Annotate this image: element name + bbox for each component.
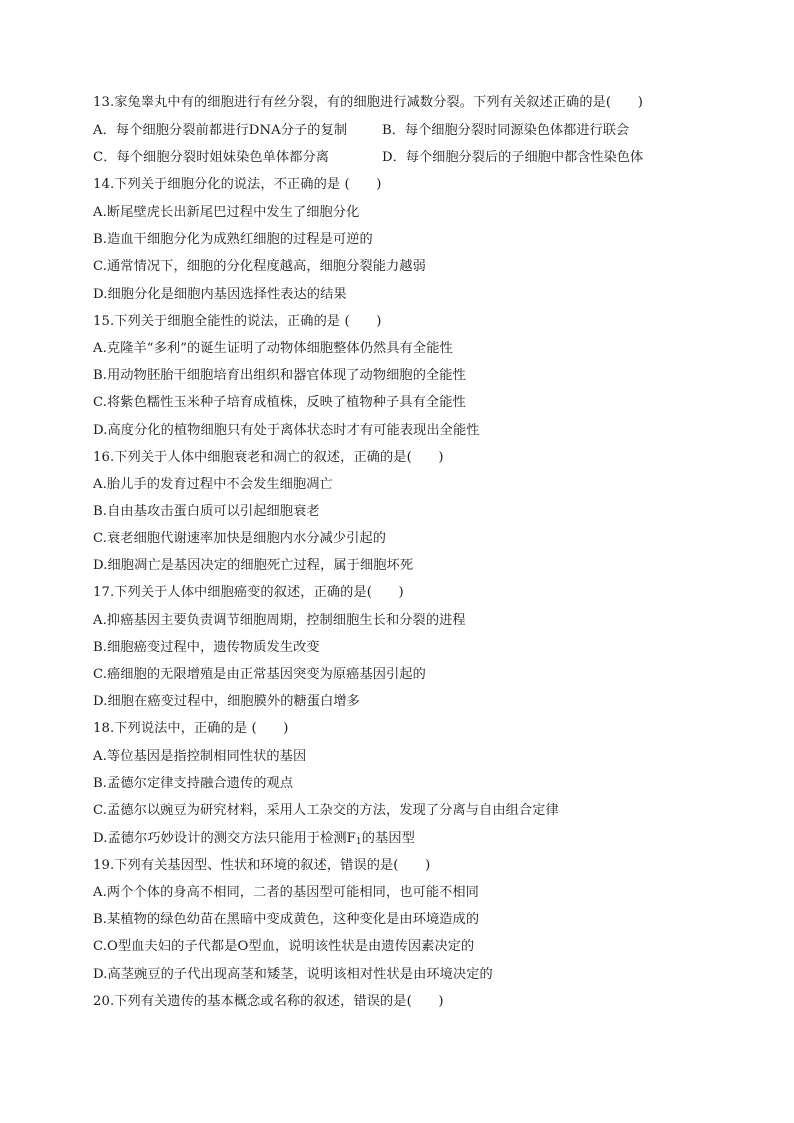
- question-14-option-b: B.造血干细胞分化为成熟红细胞的过程是可逆的: [93, 232, 373, 247]
- question-14-option-a: A.断尾壁虎长出新尾巴过程中发生了细胞分化: [93, 205, 360, 220]
- question-15-option-a: A.克隆羊“多利”的诞生证明了动物体细胞整体仍然具有全能性: [93, 341, 453, 356]
- question-16-option-b: B.自由基攻击蛋白质可以引起细胞衰老: [93, 504, 320, 519]
- question-16-option-d: D.细胞凋亡是基因决定的细胞死亡过程，属于细胞坏死: [93, 558, 414, 573]
- question-19-option-c: C.O型血夫妇的子代都是O型血，说明该性状是由遗传因素决定的: [93, 939, 475, 954]
- question-15-option-b: B.用动物胚胎干细胞培育出组织和器官体现了动物细胞的全能性: [93, 368, 466, 383]
- question-17-option-c: C.癌细胞的无限增殖是由正常基因突变为原癌基因引起的: [93, 667, 426, 682]
- question-16-option-a: A.胎儿手的发育过程中不会发生细胞凋亡: [93, 477, 333, 492]
- question-18-option-a: A.等位基因是指控制相同性状的基因: [93, 749, 307, 764]
- question-13-option-b: B．每个细胞分裂时同源染色体都进行联会: [382, 123, 630, 138]
- question-19-option-a: A.两个个体的身高不相同，二者的基因型可能相同，也可能不相同: [93, 885, 479, 900]
- question-18-option-d-text: D.孟德尔巧妙设计的测交方法只能用于检测F: [93, 831, 356, 846]
- question-20-stem: 20.下列有关遗传的基本概念或名称的叙述，错误的是( ): [93, 994, 444, 1009]
- question-13-option-d: D．每个细胞分裂后的子细胞中都含性染色体: [382, 150, 644, 165]
- question-18-option-d-tail: 的基因型: [361, 831, 415, 846]
- question-19-option-d: D.高茎豌豆的子代出现高茎和矮茎，说明该相对性状是由环境决定的: [93, 967, 493, 982]
- question-19-option-b: B.某植物的绿色幼苗在黑暗中变成黄色，这种变化是由环境造成的: [93, 912, 480, 927]
- question-18-stem: 18.下列说法中，正确的是 ( ): [93, 721, 289, 736]
- question-18-option-b: B.孟德尔定律支持融合遗传的观点: [93, 776, 294, 791]
- question-17-option-a: A.抑癌基因主要负责调节细胞周期，控制细胞生长和分裂的进程: [93, 613, 466, 628]
- question-13-option-c: C．每个细胞分裂时姐妹染色单体都分离: [93, 150, 330, 165]
- question-15-option-c: C.将紫色糯性玉米种子培育成植株，反映了植物种子具有全能性: [93, 395, 466, 410]
- question-15-stem: 15.下列关于细胞全能性的说法，正确的是 ( ): [93, 314, 382, 329]
- question-15-option-d: D.高度分化的植物细胞只有处于离体状态时才有可能表现出全能性: [93, 423, 480, 438]
- question-17-option-d: D.细胞在癌变过程中，细胞膜外的糖蛋白增多: [93, 694, 360, 709]
- question-13-stem: 13.家兔睾丸中有的细胞进行有丝分裂，有的细胞进行减数分裂。下列有关叙述正确的是( ): [93, 95, 643, 110]
- question-18-option-c: C.孟德尔以豌豆为研究材料，采用人工杂交的方法，发现了分离与自由组合定律: [93, 803, 559, 818]
- question-14-stem: 14.下列关于细胞分化的说法，不正确的是 ( ): [93, 177, 382, 192]
- question-19-stem: 19.下列有关基因型、性状和环境的叙述，错误的是( ): [93, 858, 431, 873]
- question-13-option-a: A．每个细胞分裂前都进行DNA分子的复制: [93, 123, 348, 138]
- question-14-option-c: C.通常情况下，细胞的分化程度越高，细胞分裂能力越弱: [93, 259, 426, 274]
- question-17-stem: 17.下列关于人体中细胞癌变的叙述，正确的是( ): [93, 585, 404, 600]
- question-14-option-d: D.细胞分化是细胞内基因选择性表达的结果: [93, 287, 347, 302]
- question-18-option-d-subscript: 1: [355, 837, 362, 847]
- question-16-option-c: C.衰老细胞代谢速率加快是细胞内水分减少引起的: [93, 531, 387, 546]
- question-18-option-d: [93, 830, 415, 848]
- question-16-stem: 16.下列关于人体中细胞衰老和凋亡的叙述，正确的是( ): [93, 450, 444, 465]
- question-17-option-b: B.细胞癌变过程中，遗传物质发生改变: [93, 640, 320, 655]
